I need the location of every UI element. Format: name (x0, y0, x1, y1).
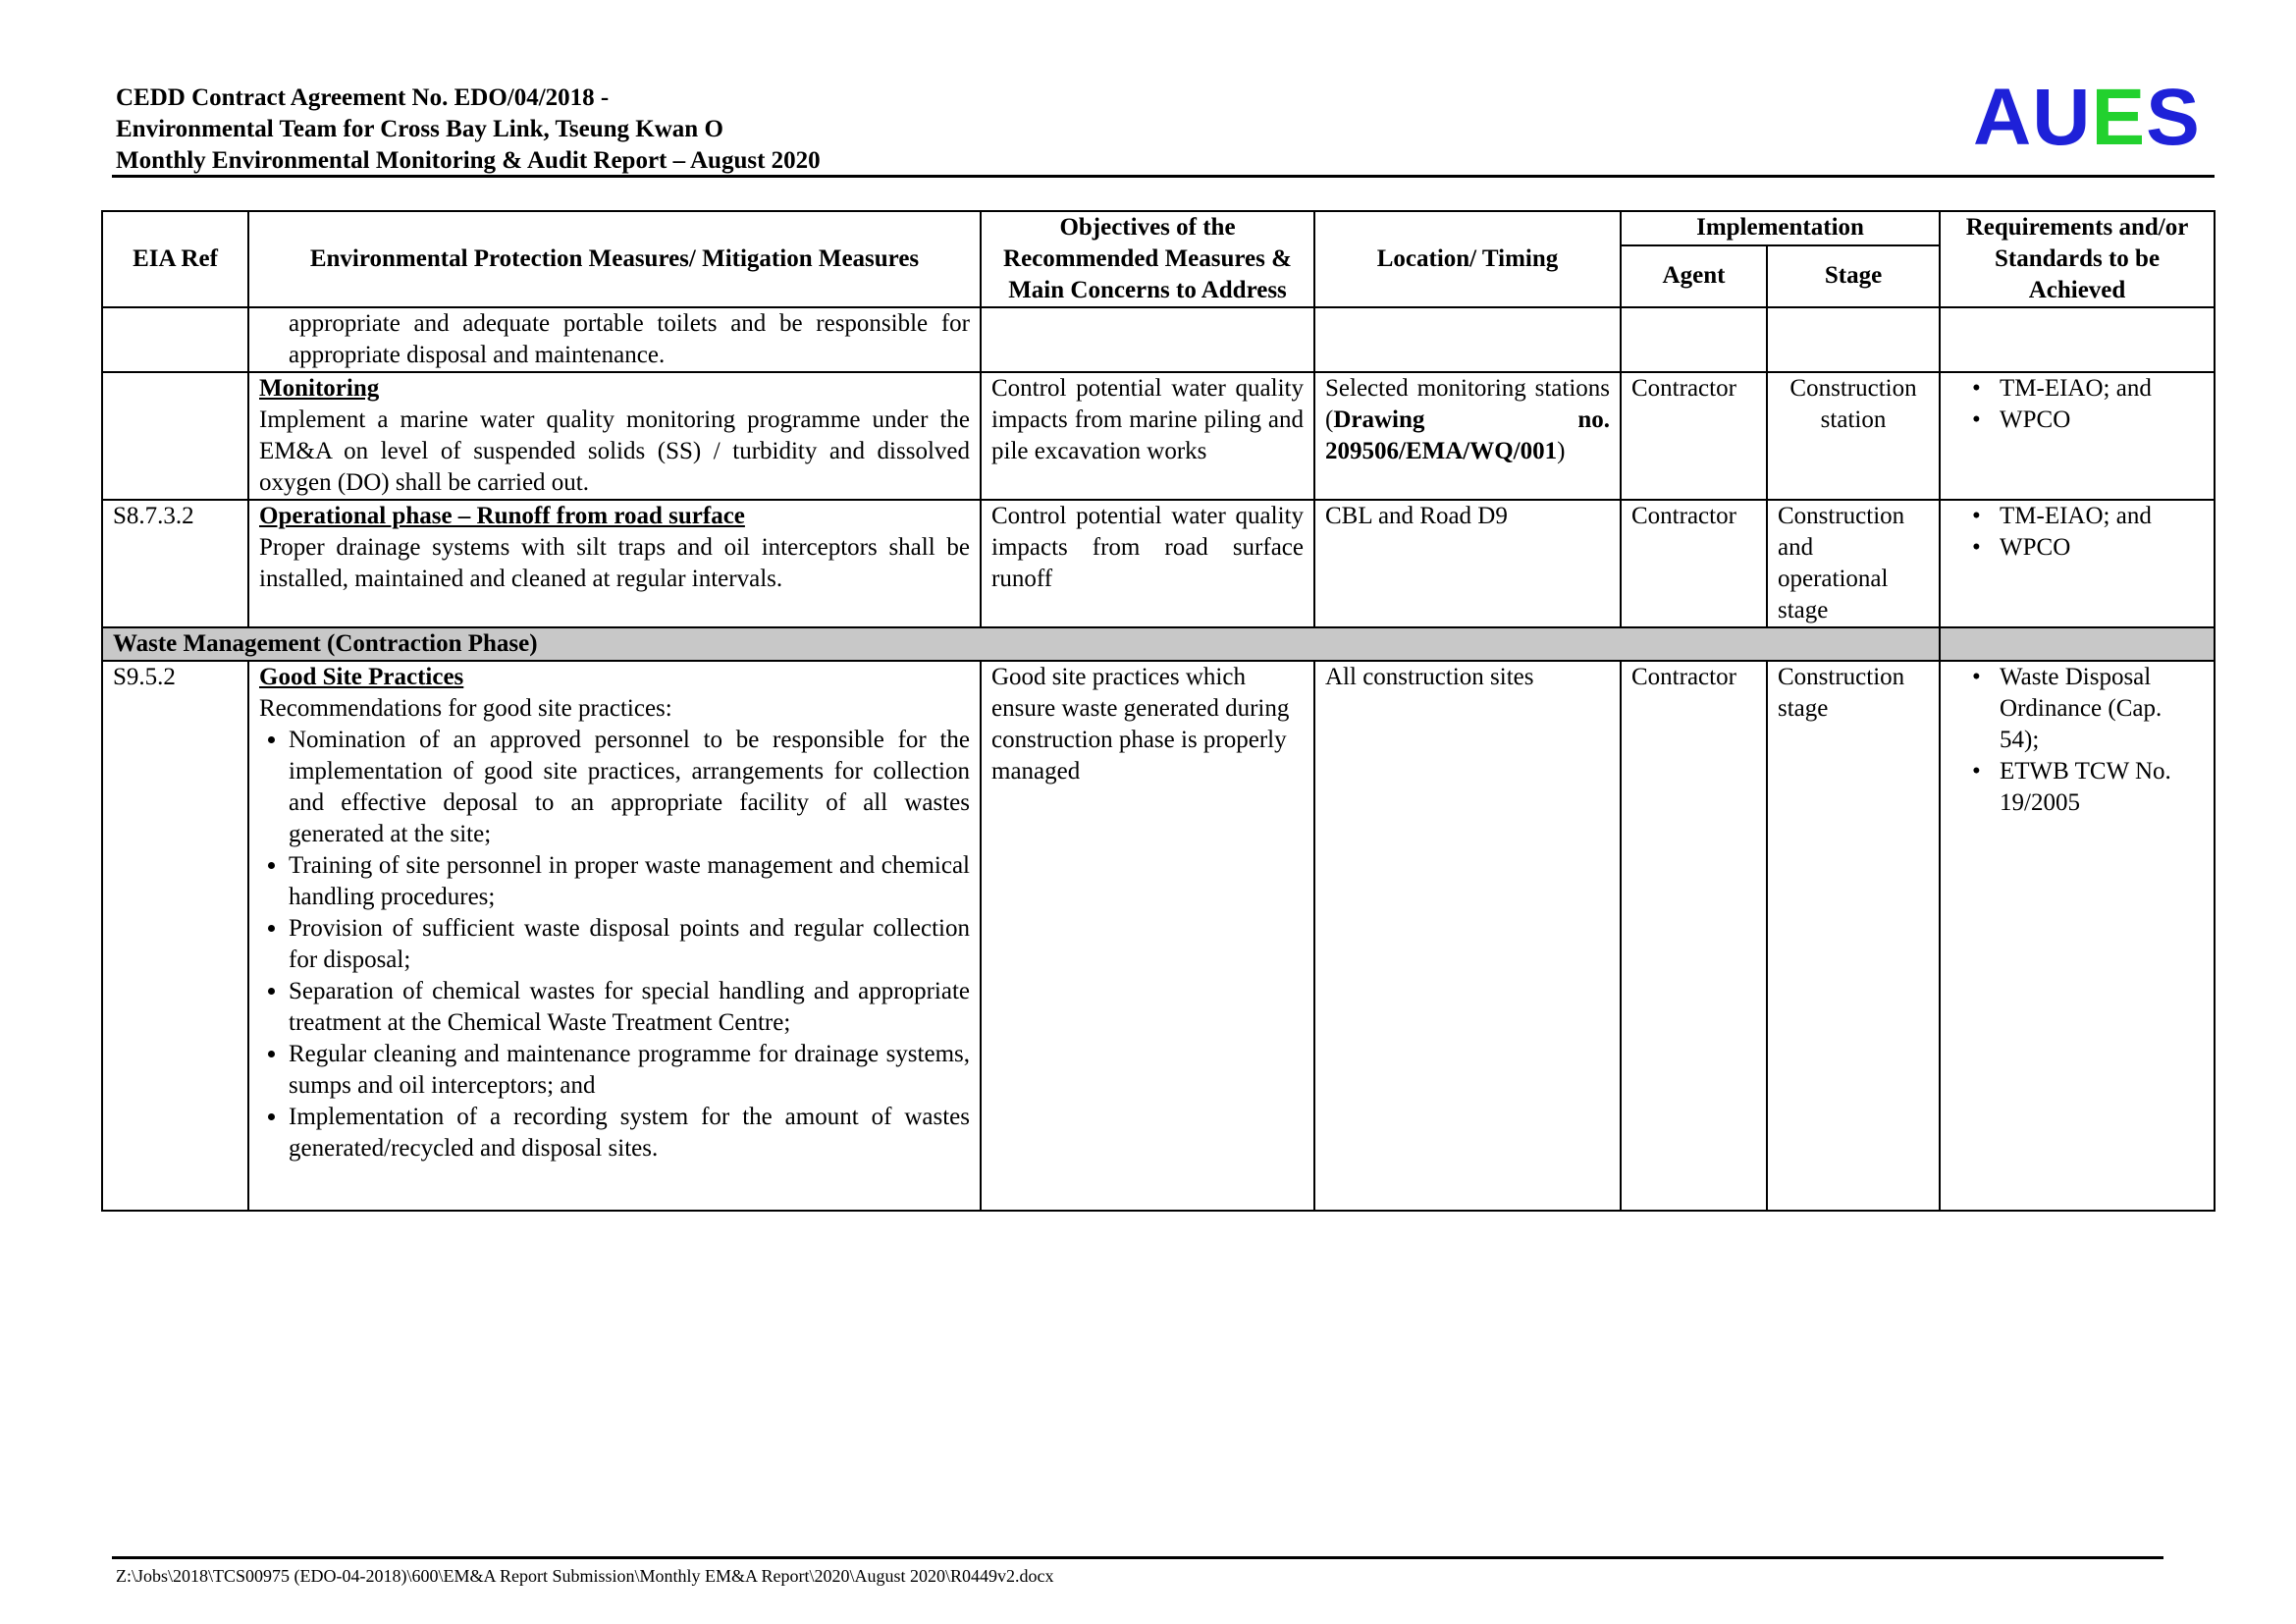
table-row (102, 500, 2215, 627)
col-objectives: Objectives of the Recommended Measures & Main Concerns to Address (981, 211, 1314, 307)
measure-intro: Recommendations for good site practices: (259, 695, 672, 722)
eia-ref-cell: S9.5.2 (102, 661, 248, 1211)
report-header (116, 82, 2246, 177)
header-divider (112, 175, 2215, 178)
measure-text: Implement a marine water quality monitoring programme under the EM&A on level of suspended solids (SS) / turbidity and dissolved oxygen (DO) shall be carried out. (259, 406, 970, 496)
agent-cell: Contractor (1621, 372, 1767, 500)
list-item: • WPCO (1972, 405, 2204, 436)
col-requirements: Requirements and/or Standards to be Achieved (1940, 211, 2215, 307)
stage-cell: Construction and operational stage (1767, 500, 1940, 627)
list-item: • Implementation of a recording system for the amount of wastes generated/recycled and disposal sites. (289, 1102, 970, 1164)
list-item: • WPCO (1972, 532, 2204, 564)
requirements-cell (1940, 661, 2215, 1211)
list-item: • TM-EIAO; and (1972, 501, 2204, 532)
mitigation-measures-table (101, 210, 2216, 1212)
measure-text: Proper drainage systems with silt traps and oil interceptors shall be installed, maintained and cleaned at regular intervals. (259, 534, 970, 592)
agent-cell: Contractor (1621, 500, 1767, 627)
team-title: Environmental Team for Cross Bay Link, Tseung Kwan O (116, 116, 723, 142)
list-item: • TM-EIAO; and (1972, 373, 2204, 405)
objectives-cell: Good site practices which ensure waste generated during construction phase is properly managed (981, 661, 1314, 1211)
location-cell: All construction sites (1314, 661, 1621, 1211)
table-row (102, 661, 2215, 1211)
stage-cell: Construction stage (1767, 661, 1940, 1211)
aues-logo: AUES (1973, 73, 2201, 162)
col-implementation: Implementation (1621, 211, 1940, 245)
requirements-cell (1940, 372, 2215, 500)
measure-title: Good Site Practices (259, 664, 464, 690)
objectives-cell: Control potential water quality impacts from road surface runoff (981, 500, 1314, 627)
measure-title: Operational phase – Runoff from road surface (259, 503, 745, 529)
report-title: Monthly Environmental Monitoring & Audit Report – August 2020 (116, 147, 821, 174)
file-path-footer: Z:\Jobs\2018\TCS00975 (EDO-04-2018)\600\EM&A Report Submission\Monthly EM&A Report\2020\August 2020\R0449v2.docx (116, 1566, 1054, 1586)
eia-ref-cell: S8.7.3.2 (102, 500, 248, 627)
list-item: • Separation of chemical wastes for special handling and appropriate treatment at the Chemical Waste Treatment Centre; (289, 976, 970, 1039)
location-cell: CBL and Road D9 (1314, 500, 1621, 627)
col-measures: Environmental Protection Measures/ Mitigation Measures (248, 211, 981, 307)
table-row (102, 307, 2215, 372)
objectives-cell: Control potential water quality impacts from marine piling and pile excavation works (981, 372, 1314, 500)
col-stage: Stage (1767, 245, 1940, 307)
list-item: • Waste Disposal Ordinance (Cap. 54); (1972, 662, 2204, 756)
requirements-cell (1940, 500, 2215, 627)
list-item: • Training of site personnel in proper waste management and chemical handling procedures; (289, 850, 970, 913)
list-item: • Provision of sufficient waste disposal points and regular collection for disposal; (289, 913, 970, 976)
agent-cell: Contractor (1621, 661, 1767, 1211)
list-item: • ETWB TCW No. 19/2005 (1972, 756, 2204, 819)
col-agent: Agent (1621, 245, 1767, 307)
table-row (102, 372, 2215, 500)
footer-divider (112, 1556, 2163, 1559)
stage-cell: Construction station (1767, 372, 1940, 500)
location-cell: Selected monitoring stations (Drawing no. 209506/EMA/WQ/001) (1314, 372, 1621, 500)
measure-text: appropriate and adequate portable toilets and be responsible for appropriate disposal and maintenance. (289, 310, 970, 368)
col-location: Location/ Timing (1314, 211, 1621, 307)
list-item: • Nomination of an approved personnel to be responsible for the implementation of good site practices, arrangements for collection and effective deposal to an appropriate facility of all wastes generated at the site; (289, 725, 970, 850)
section-row (102, 627, 2215, 661)
section-title: Waste Management (Contraction Phase) (102, 627, 1940, 661)
list-item: • Regular cleaning and maintenance programme for drainage systems, sumps and oil interceptors; and (289, 1039, 970, 1102)
contract-title: CEDD Contract Agreement No. EDO/04/2018 - (116, 84, 610, 111)
col-eia-ref: EIA Ref (102, 211, 248, 307)
measure-title: Monitoring (259, 375, 380, 402)
